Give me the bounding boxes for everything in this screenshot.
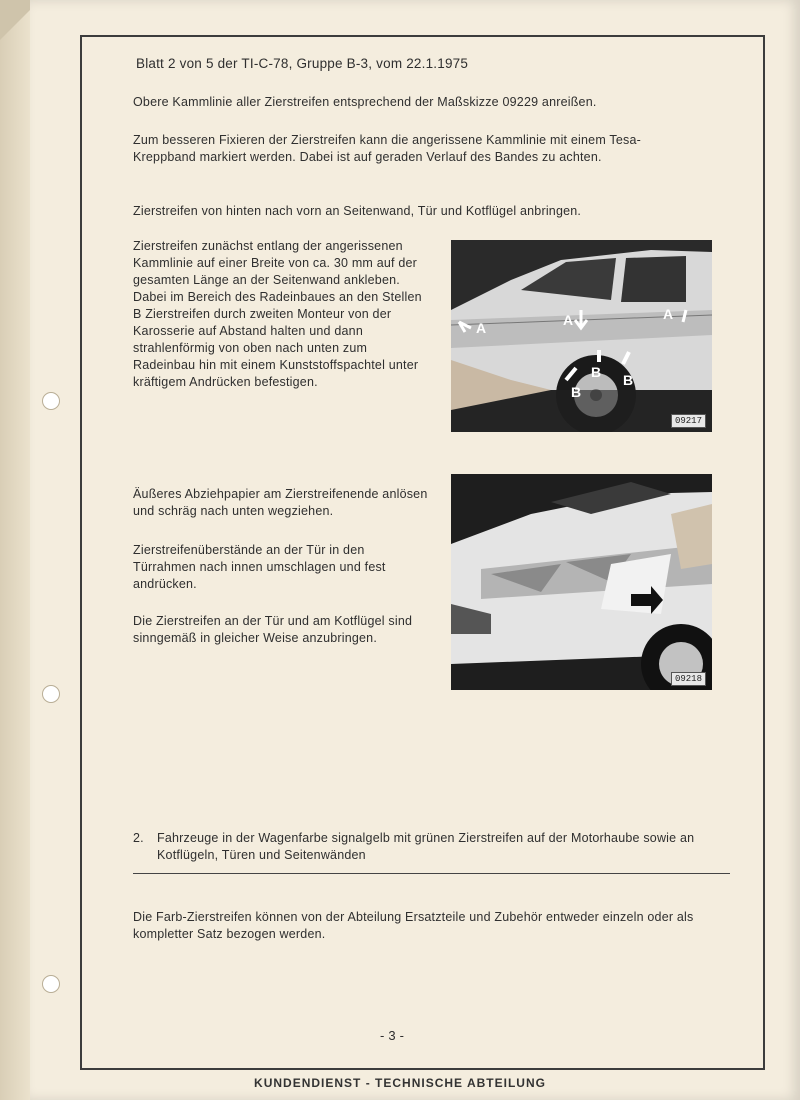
- marker-b-label: B: [591, 364, 602, 380]
- marker-a-label: A: [476, 320, 487, 336]
- punch-hole: [42, 975, 60, 993]
- binding-edge: [0, 0, 30, 1100]
- punch-hole: [42, 685, 60, 703]
- instruction-paragraph: Obere Kammlinie aller Zierstreifen entsprechend der Maßskizze 09229 anreißen.: [133, 95, 597, 109]
- instruction-paragraph: Zierstreifen zunächst entlang der angerissenen Kammlinie auf einer Breite von ca. 30 mm auf der gesamten Länge an der Seitenwand ankleben. Dabei im Bereich des Radeinbaues an den Stellen B Zierstreifen durch zweiten Monteur von der Karosserie auf Abstand halten und dann strahlenförmig von oben nach unten zum Radeinbau hin mit einem Kunststoffspachtel unter kräftigem Andrücken befestigen.: [133, 239, 422, 389]
- instruction-paragraph: Zierstreifenüberstände an der Tür in den Türrahmen nach innen umschlagen und fest andrücken.: [133, 543, 386, 591]
- instruction-paragraph: Äußeres Abziehpapier am Zierstreifenende anlösen und schräg nach unten wegziehen.: [133, 487, 428, 518]
- section-heading: Fahrzeuge in der Wagenfarbe signalgelb mit grünen Zierstreifen auf der Motorhaube sowie an Kotflügeln, Türen und Seitenwänden: [157, 831, 695, 862]
- instruction-paragraph: Zum besseren Fixieren der Zierstreifen kann die angerissene Kammlinie mit einem Tesa-Kreppband markiert werden. Dabei ist auf geraden Verlauf des Bandes zu achten.: [133, 133, 641, 164]
- section-divider: [133, 873, 730, 874]
- marker-b-label: B: [571, 384, 582, 400]
- punch-hole: [42, 392, 60, 410]
- marker-a-label: A: [663, 306, 674, 322]
- photo-reference-number: 09217: [671, 414, 706, 428]
- marker-a-label: A: [563, 312, 574, 328]
- instruction-paragraph: Zierstreifen von hinten nach vorn an Seitenwand, Tür und Kotflügel anbringen.: [133, 204, 582, 218]
- marker-b-label: B: [623, 372, 634, 388]
- document-footer: KUNDENDIENST - TECHNISCHE ABTEILUNG: [254, 1076, 546, 1090]
- photo-reference-number: 09218: [671, 672, 706, 686]
- car-side-stripe-photo: [451, 240, 712, 432]
- instruction-paragraph: Die Farb-Zierstreifen können von der Abteilung Ersatzteile und Zubehör entweder einzeln oder als kompletter Satz bezogen werden.: [133, 910, 694, 941]
- stripe-peeling-photo: [451, 474, 712, 690]
- page-number: - 3 -: [380, 1028, 405, 1043]
- stripe-peeling-illustration: [451, 474, 712, 690]
- section-number: 2.: [133, 831, 144, 845]
- instruction-paragraph: Die Zierstreifen an der Tür und am Kotflügel sind sinngemäß in gleicher Weise anzubringen.: [133, 614, 413, 645]
- document-header: Blatt 2 von 5 der TI-C-78, Gruppe B-3, vom 22.1.1975: [136, 56, 469, 71]
- car-rear-quarter-illustration: [451, 240, 712, 432]
